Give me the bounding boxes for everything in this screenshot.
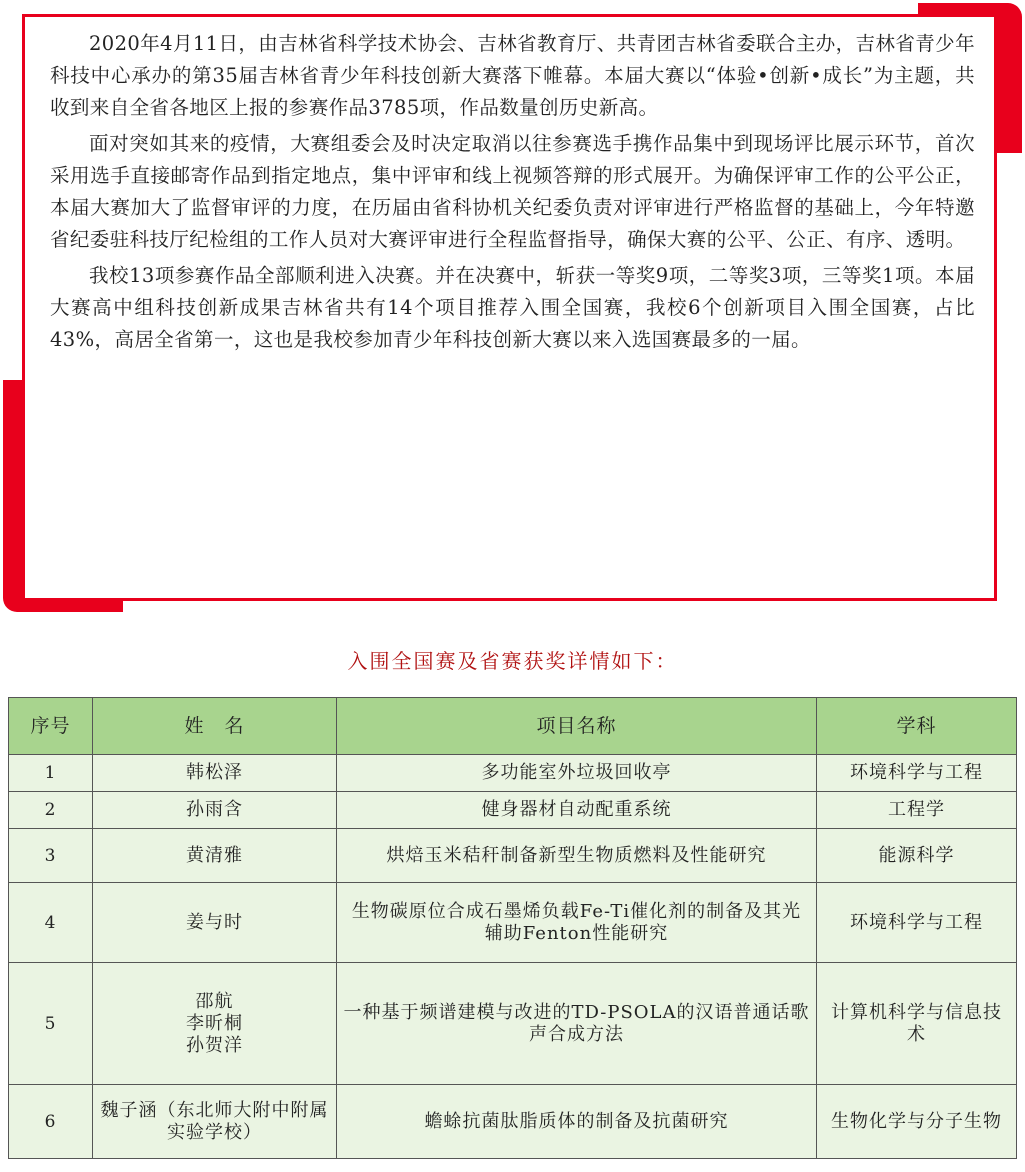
row-no: 6 [9,1085,93,1159]
article-paragraph-2: 面对突如其来的疫情，大赛组委会及时决定取消以往参赛选手携作品集中到现场评比展示环节，首次采用选手直接邮寄作品到指定地点，集中评审和线上视频答辩的形式展开。为确保评审工作的公平公正，本届大赛加大了监督审评的力度，在历届由省科协机关纪委负责对评审进行严格监督的基础上，今年特邀省纪委驻科技厅纪检组的工作人员对大赛评审进行全程监督指导，确保大赛的公平、公正、有序、透明。 [50,132,975,251]
row-name: 孙雨含 [93,792,337,829]
row-no: 1 [9,755,93,792]
header-subject: 学科 [817,698,1017,755]
row-name: 姜与时 [93,883,337,963]
row-name: 魏子涵（东北师大附中附属实验学校） [93,1085,337,1159]
table-caption: 入围全国赛及省赛获奖详情如下： [347,649,678,673]
row-project: 蟾蜍抗菌肽脂质体的制备及抗菌研究 [337,1085,817,1159]
row-project: 多功能室外垃圾回收亭 [337,755,817,792]
row-project: 生物碳原位合成石墨烯负载Fe-Ti催化剂的制备及其光辅助Fenton性能研究 [337,883,817,963]
header-name: 姓 名 [93,698,337,755]
table-row [9,792,1017,829]
article-paragraph-1: 2020年4月11日，由吉林省科学技术协会、吉林省教育厅、共青团吉林省委联合主办，吉林省青少年科技中心承办的第35届吉林省青少年科技创新大赛落下帷幕。本届大赛以“体验•创新•成长”为主题，共收到来自全省各地区上报的参赛作品3785项，作品数量创历史新高。 [50,32,975,119]
row-no: 5 [9,963,93,1085]
row-project: 一种基于频谱建模与改进的TD-PSOLA的汉语普通话歌声合成方法 [337,963,817,1085]
row-subject: 计算机科学与信息技术 [817,963,1017,1085]
row-name: 邵航 李昕桐 孙贺洋 [93,963,337,1085]
row-no: 2 [9,792,93,829]
row-subject: 环境科学与工程 [817,883,1017,963]
header-no: 序号 [9,698,93,755]
row-subject: 能源科学 [817,829,1017,883]
row-name: 黄清雅 [93,829,337,883]
row-no: 3 [9,829,93,883]
article-paragraph-3: 我校13项参赛作品全部顺利进入决赛。并在决赛中，斩获一等奖9项，二等奖3项，三等奖1项。本届大赛高中组科技创新成果吉林省共有14个项目推荐入围全国赛，我校6个创新项目入围全国赛，占比43%，高居全省第一，这也是我校参加青少年科技创新大赛以来入选国赛最多的一届。 [50,264,975,351]
row-no: 4 [9,883,93,963]
row-project: 烘焙玉米秸秆制备新型生物质燃料及性能研究 [337,829,817,883]
row-subject: 工程学 [817,792,1017,829]
table-row [9,883,1017,963]
table-row [9,1085,1017,1159]
row-subject: 生物化学与分子生物 [817,1085,1017,1159]
table-row [9,963,1017,1085]
header-project: 项目名称 [337,698,817,755]
table-row [9,829,1017,883]
row-name: 韩松泽 [93,755,337,792]
table-header-row [9,698,1017,755]
row-subject: 环境科学与工程 [817,755,1017,792]
row-project: 健身器材自动配重系统 [337,792,817,829]
table-row [9,755,1017,792]
awards-table [8,697,1017,1159]
article-body [50,28,975,360]
